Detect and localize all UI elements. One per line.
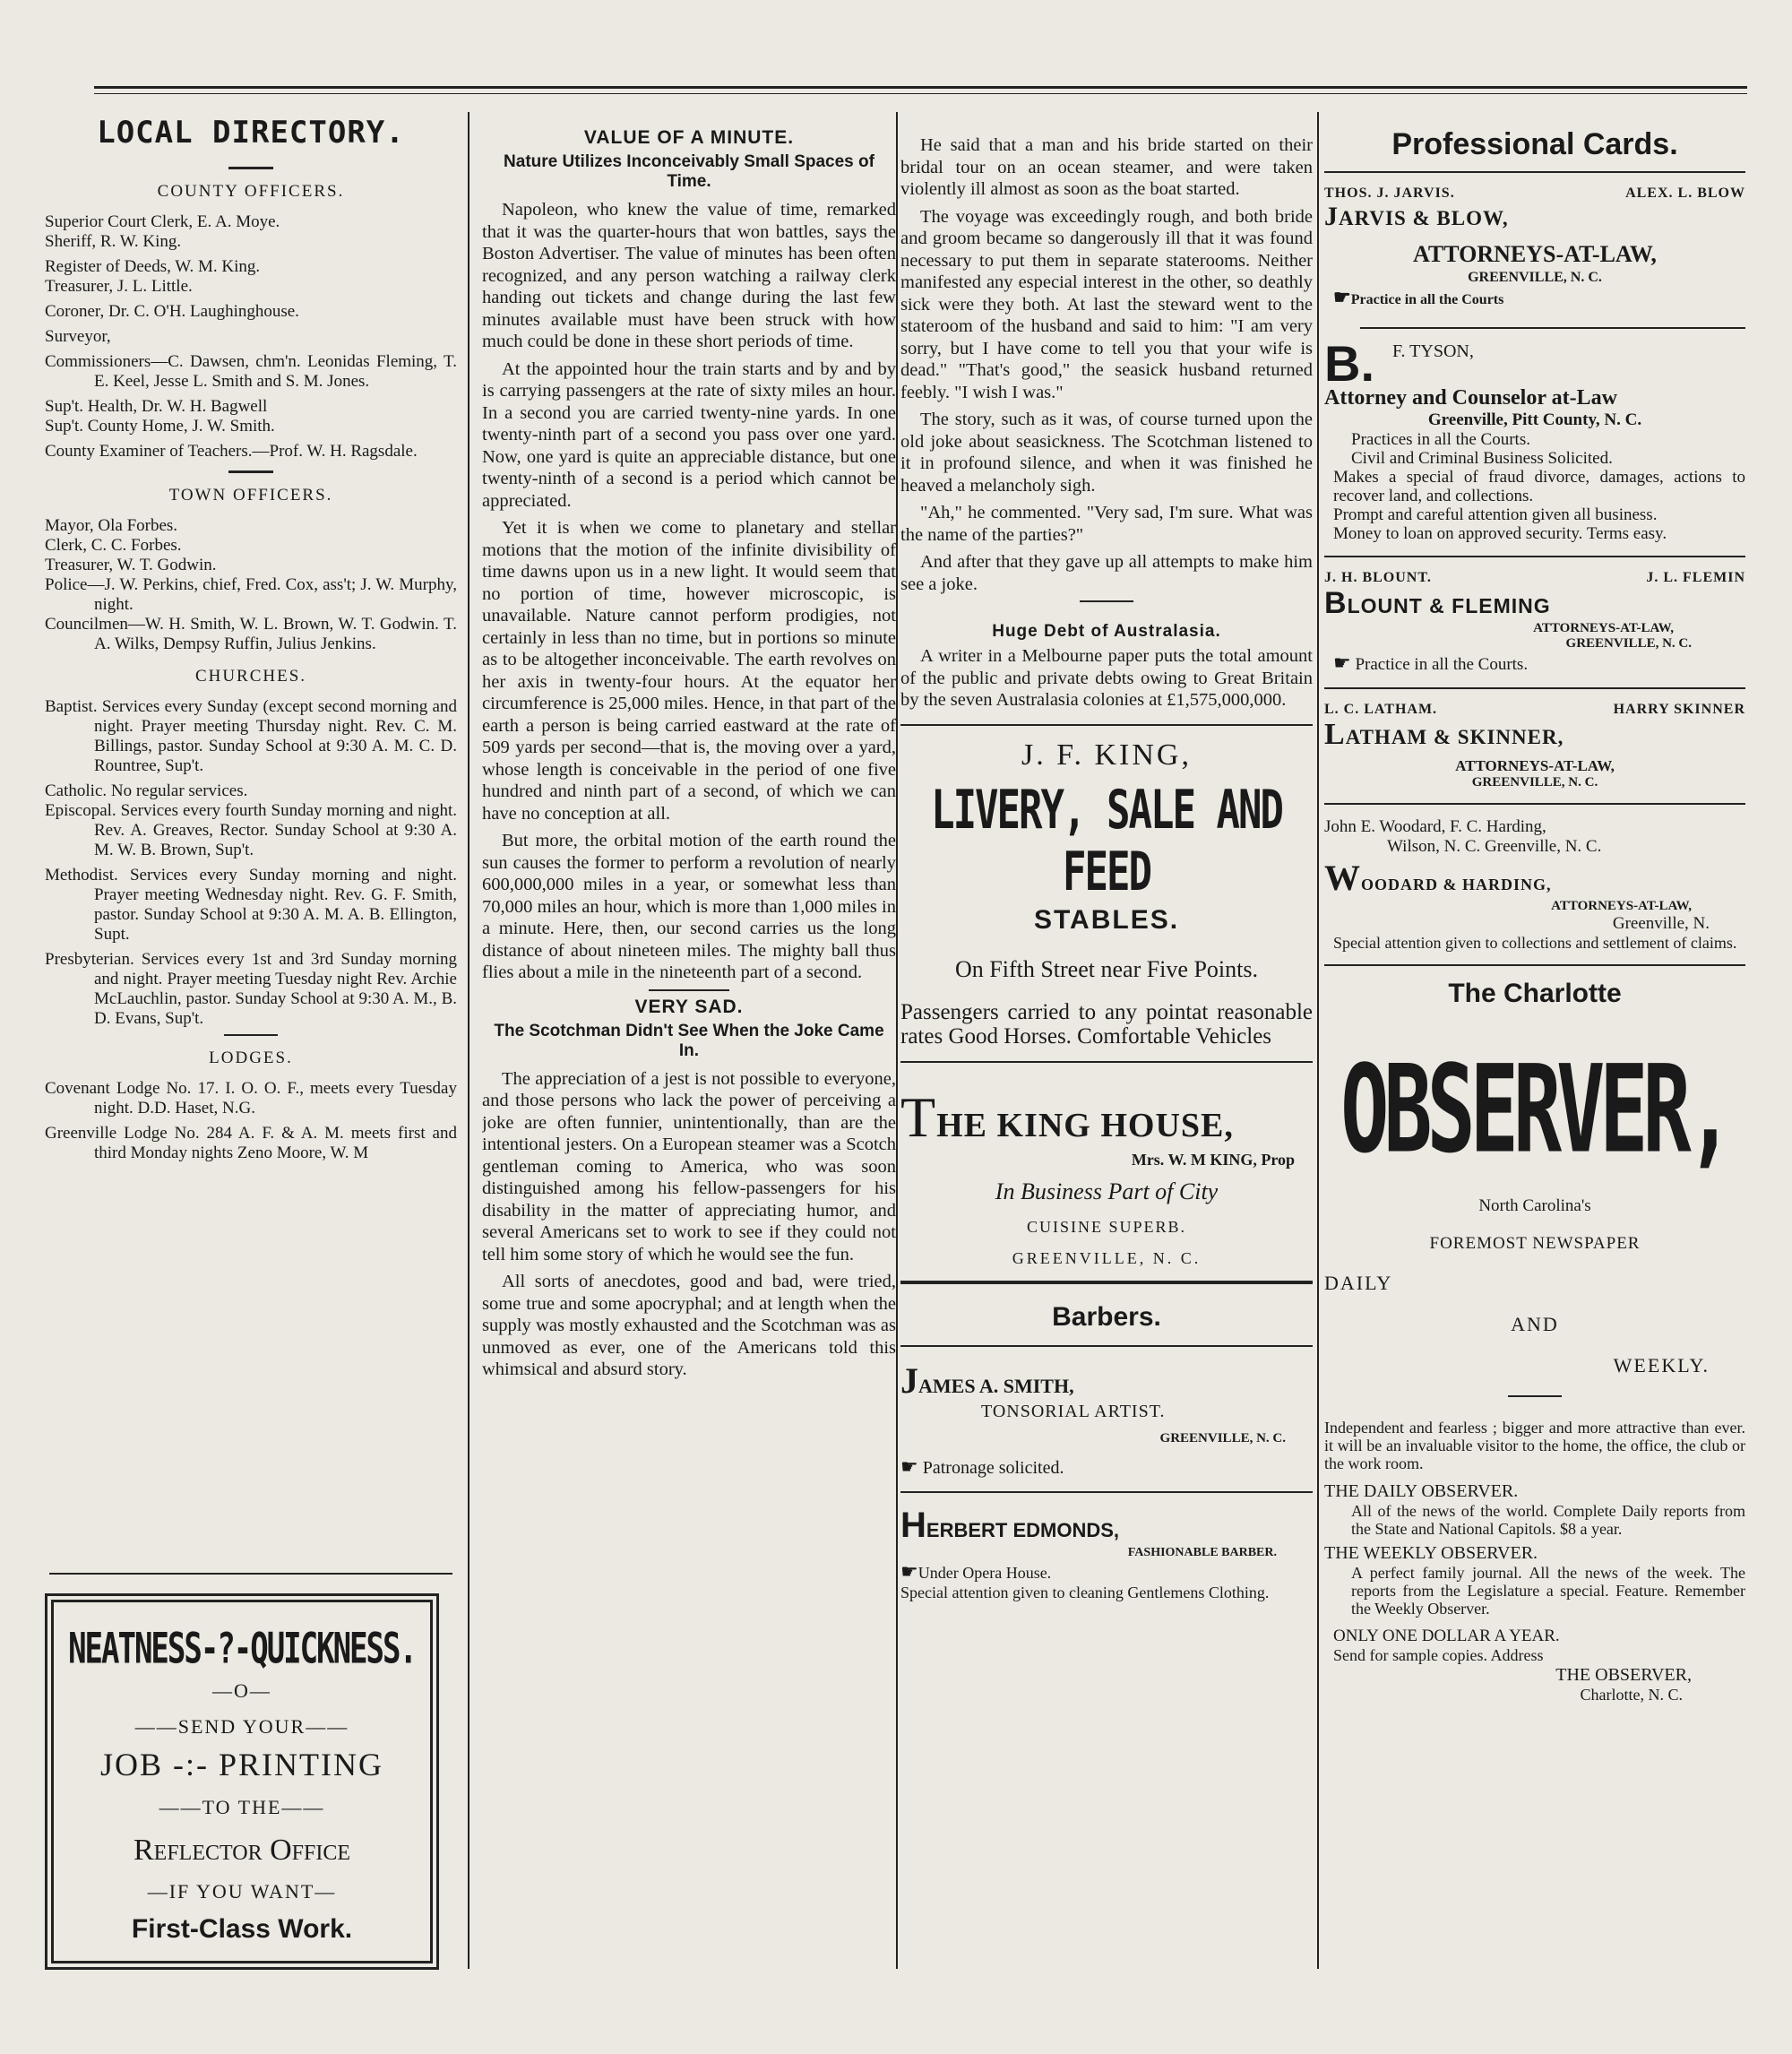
article-paragraph: The voyage was exceedingly rough, and both bride and groom became so dangerously ill that it was found necessary to put them in separate staterooms. Neither manifested any especial interest in the other, so deathly sick were they both. At last the steward went to the stateroom of the husband and said to him: "I am very sorry, but I have come to tell you that your wife is dead." "That's good," the seasick husband returned feebly. "I wish I was." xyxy=(900,206,1313,402)
directory-entry: Clerk, C. C. Forbes. xyxy=(45,536,182,555)
article-paragraph: And after that they gave up all attempts to make him see a joke. xyxy=(900,552,1313,594)
article-paragraph: The appreciation of a jest is not possible to everyone, and those persons who lack the power of perceiving a joke are often funnier, unintentionally, than are the intentional jesters. On a European steamer was a Scotch gentleman coming to America, who was soon distinguished among his fellow-passengers for his disability in the matter of appreciating humor, and several Americans set to work to see if they could not tell him some story of which he would see the fun. xyxy=(482,1068,896,1264)
top-rule xyxy=(94,86,1747,89)
divider xyxy=(900,1281,1313,1284)
firm-practice: Practice in all the Courts xyxy=(1350,292,1504,307)
church-entry: Methodist. Services every Sunday morning and night. Prayer meeting Wednesday night. Rev. G. F. Smith, pastor. Sunday School at 9:30 A. M. A. B. Ellington, Supt. xyxy=(45,866,457,944)
county-officers-heading: COUNTY OFFICERS. xyxy=(157,182,345,201)
observer-sample: Send for sample copies. Address xyxy=(1333,1646,1544,1664)
observer-foremost: FOREMOST NEWSPAPER xyxy=(1429,1234,1641,1253)
king-ad-stables: STABLES. xyxy=(1033,904,1180,935)
firm-title: ATTORNEYS-AT-LAW, xyxy=(1413,241,1657,267)
firm-title: ATTORNEYS-AT-LAW, xyxy=(1533,621,1674,635)
firm-note: Special attention given to collections and settlement of claims. xyxy=(1333,934,1737,952)
firm-title: ATTORNEYS-AT-LAW, xyxy=(1455,757,1615,774)
pointing-hand-icon: ☛ xyxy=(900,1559,918,1583)
article-paragraph: The story, such as it was, of course turned upon the old joke about seasickness. The Scotchman listened to it in profound silence, and when it was finished he heaved a melancholy sigh. xyxy=(900,410,1313,496)
initial-letter: B xyxy=(1324,586,1348,620)
lodges-heading: LODGES. xyxy=(209,1049,293,1067)
pointing-hand-icon: ☛ xyxy=(1333,652,1351,674)
directory-entry: Commissioners—C. Dawsen, chm'n. Leonidas Fleming, T. E. Keel, Jesse L. Smith and S. M. Jones. xyxy=(45,352,457,391)
partner-name: ALEX. L. BLOW xyxy=(1625,186,1745,201)
divider xyxy=(228,470,273,473)
divider xyxy=(649,989,729,991)
barber-note: Special attention given to cleaning Gentlemens Clothing. xyxy=(900,1583,1270,1601)
king-house-title xyxy=(900,1084,1313,1151)
divider xyxy=(224,1034,278,1036)
lodge-entry: Greenville Lodge No. 284 A. F. & A. M. meets first and third Monday nights Zeno Moore, W. M xyxy=(45,1124,457,1162)
barbers-heading: Barbers. xyxy=(1052,1301,1161,1332)
article-column-3 xyxy=(900,134,1313,1973)
article-paragraph: At the appointed hour the train starts and by and by is carrying passengers at the rate of sixty miles an hour. In a second you are carried twenty-nine yards. In one twenty-ninth part of a second you pass over one yard. Now, one yard is quite an appreciable distance, but one twenty-ninth of a second is a period which cannot be appreciated. xyxy=(482,358,896,511)
directory-entry: Sup't. Health, Dr. W. H. Bagwell xyxy=(45,397,268,416)
king-ad-location: On Fifth Street near Five Points. xyxy=(955,955,1258,982)
divider xyxy=(1080,600,1133,602)
firm-name: LOUNT & FLEMING xyxy=(1347,594,1551,617)
king-ad-name: J. F. KING, xyxy=(1021,738,1192,772)
article-paragraph: A writer in a Melbourne paper puts the total amount of the public and private debts owing to Great Britain by the seven Australasia colonies at £1,575,000,000. xyxy=(900,646,1313,710)
local-directory xyxy=(45,106,457,1579)
divider xyxy=(1324,556,1745,557)
article-column-2 xyxy=(482,106,896,1973)
lawyer-city: Greenville, Pitt County, N. C. xyxy=(1427,410,1642,429)
ad-text: —IF YOU WANT— xyxy=(147,1880,337,1903)
lodge-entry: Covenant Lodge No. 17. I. O. O. F., meets every Tuesday night. D.D. Haset, N.G. xyxy=(45,1079,457,1118)
king-house-prop: Mrs. W. M KING, Prop xyxy=(1131,1150,1295,1169)
divider xyxy=(1324,964,1745,966)
article-paragraph: Yet it is when we come to planetary and stellar motions that the motion of the infinite divisibility of time dawns upon us in a new light. It would seem that no portion of time, however microscopic, is unavailable. Nature cannot perform prodigies, not certainly in less than no time, but in portions so minute as to be altogether inconceivable. The earth revolves on her axis in twenty-four hours. At the equator her circumference is 25,000 miles. Hence, in that part of the earth a person is being carried eastward at the rate of 509 yards per second—that is, the moving over a yard, whose length is conceivable in the period of one five hundred and ninth part of a second, of which we can have no conception at all. xyxy=(482,518,896,824)
partner-name: J. L. FLEMIN xyxy=(1646,570,1745,585)
printing-advertisement xyxy=(45,1593,439,1970)
partner-line: Wilson, N. C. Greenville, N. C. xyxy=(1387,837,1602,856)
card-line: Practices in all the Courts. xyxy=(1351,430,1530,449)
divider xyxy=(1324,171,1745,173)
barber-name: ERBERT EDMONDS, xyxy=(926,1518,1120,1541)
directory-entry: Coroner, Dr. C. O'H. Laughinghouse. xyxy=(45,302,299,321)
article-paragraph: Napoleon, who knew the value of time, remarked that it was the quarter-hours that won battles, says the Boston Advertiser. The value of minutes has been often recognized, and any person watching a railway clerk handing out tickets and change during the last few minutes available must have been struck with how much could be done in these short periods of time. xyxy=(482,200,896,351)
divider xyxy=(1324,803,1745,805)
firm-name: ATHAM & SKINNER, xyxy=(1345,726,1564,748)
firm-city: GREENVILLE, N. C. xyxy=(1471,775,1598,790)
barber-location: Under Opera House. xyxy=(918,1563,1052,1582)
lawyer-name: F. TYSON, xyxy=(1392,341,1474,361)
article-title: Huge Debt of Australasia. xyxy=(992,622,1221,641)
observer-daily: DAILY xyxy=(1324,1272,1393,1294)
initial-letter: H xyxy=(900,1505,926,1545)
divider xyxy=(900,1491,1313,1493)
partner-line: John E. Woodard, F. C. Harding, xyxy=(1324,817,1546,836)
observer-address: THE OBSERVER, xyxy=(1555,1665,1692,1685)
article-paragraph: But more, the orbital motion of the earth round the sun causes the former to perform a revolution of nearly 600,000,000 miles in a year, or somewhat less than 70,000 miles an hour, which is more than 1,000 miles in a minute. Here, then, our second carries us the long distance of about nineteen miles. The mighty ball thus flies about a mile in the nineteenth part of a second. xyxy=(482,831,896,982)
card-line: Money to loan on approved security. Terms easy. xyxy=(1333,524,1667,543)
article-title: VALUE OF A MINUTE. xyxy=(583,127,795,148)
divider xyxy=(228,167,273,169)
churches-heading: CHURCHES. xyxy=(194,667,307,686)
card-line: Makes a special of fraud divorce, damages, actions to recover land, and collections. xyxy=(1333,468,1745,505)
divider xyxy=(900,1061,1313,1063)
observer-and: AND xyxy=(1511,1313,1559,1335)
card-jarvis-blow xyxy=(1324,186,1745,309)
pointing-hand-icon: ☛ xyxy=(900,1454,918,1478)
article-subtitle: The Scotchman Didn't See When the Joke Came In. xyxy=(494,1021,884,1060)
card-woodard-harding xyxy=(1324,817,1745,952)
king-house-cuisine: CUISINE SUPERB. xyxy=(1026,1217,1187,1236)
card-blount-fleming xyxy=(1324,570,1745,675)
top-rule-thin xyxy=(94,93,1747,94)
observer-daily-text: All of the news of the world. Complete Daily reports from the State and National Capitols. $8 a year. xyxy=(1351,1502,1745,1538)
firm-name: ARVIS & BLOW, xyxy=(1339,207,1509,229)
initial-letter: T xyxy=(900,1084,937,1149)
directory-entry: Treasurer, W. T. Godwin. xyxy=(45,556,217,574)
observer-name: OBSERVER, xyxy=(1340,1040,1729,1181)
card-latham-skinner xyxy=(1324,702,1745,790)
partner-name: L. C. LATHAM. xyxy=(1324,702,1438,717)
barber-smith xyxy=(900,1359,1313,1479)
observer-nc: North Carolina's xyxy=(1478,1196,1591,1215)
king-house-name: HE KING HOUSE, xyxy=(936,1106,1234,1144)
observer-weekly-text: A perfect family journal. All the news of the week. The reports from the Legislature a special. Feature. Remember the Weekly Observer. xyxy=(1351,1564,1745,1618)
initial-letter: J xyxy=(1324,202,1339,231)
directory-title: LOCAL DIRECTORY. xyxy=(97,115,405,151)
directory-entry: Register of Deeds, W. M. King. xyxy=(45,257,261,276)
barber-note: Patronage solicited. xyxy=(922,1457,1064,1478)
firm-name: OODARD & HARDING, xyxy=(1361,876,1552,893)
barber-city: GREENVILLE, N. C. xyxy=(1159,1430,1286,1446)
observer-weekly: WEEKLY. xyxy=(1613,1354,1710,1377)
initial-letter: J xyxy=(900,1359,918,1401)
card-tyson xyxy=(1324,335,1745,543)
observer-address-city: Charlotte, N. C. xyxy=(1580,1686,1683,1704)
partner-name: J. H. BLOUNT. xyxy=(1324,570,1432,585)
town-officers-heading: TOWN OFFICERS. xyxy=(168,486,333,505)
observer-the-charlotte: The Charlotte xyxy=(1448,979,1622,1008)
firm-city: Greenville, N. xyxy=(1612,914,1710,933)
observer-price: ONLY ONE DOLLAR A YEAR. xyxy=(1333,1627,1560,1645)
lawyer-title: Attorney and Counselor at-Law xyxy=(1324,386,1617,410)
observer-daily-heading: THE DAILY OBSERVER. xyxy=(1324,1481,1519,1501)
divider xyxy=(900,724,1313,726)
church-entry: Presbyterian. Services every 1st and 3rd Sunday morning and night. Prayer meeting Tuesday night Rev. Archie McLauchlin, pastor. Sunday School at 9:30 A. M., B. D. Evans, Sup't. xyxy=(45,950,457,1028)
article-paragraph: "Ah," he commented. "Very sad, I'm sure. What was the name of the parties?" xyxy=(900,503,1313,545)
ad-ornament: —O— xyxy=(212,1679,271,1702)
directory-entry: Treasurer, J. L. Little. xyxy=(45,277,193,296)
column-divider xyxy=(1317,112,1319,1969)
directory-entry: Sup't. County Home, J. W. Smith. xyxy=(45,417,275,436)
firm-city: GREENVILLE, N. C. xyxy=(1565,636,1692,651)
divider xyxy=(1324,687,1745,689)
firm-title: ATTORNEYS-AT-LAW, xyxy=(1551,899,1692,913)
observer-description: Independent and fearless ; bigger and more attractive than ever. it will be an invaluable visitor to the home, the office, the club or the work room. xyxy=(1324,1419,1745,1472)
article-paragraph: He said that a man and his bride started on their bridal tour on an ocean steamer, and were taken violently ill almost as soon as the boat started. xyxy=(900,135,1313,199)
king-house-city: GREENVILLE, N. C. xyxy=(1012,1248,1202,1267)
card-line: Prompt and careful attention given all business. xyxy=(1333,505,1658,524)
observer-weekly-heading: THE WEEKLY OBSERVER. xyxy=(1324,1543,1538,1563)
barber-title: FASHIONABLE BARBER. xyxy=(1127,1545,1277,1559)
card-line: Civil and Criminal Business Solicited. xyxy=(1351,449,1613,468)
directory-entry: County Examiner of Teachers.—Prof. W. H. Ragsdale. xyxy=(45,442,418,461)
directory-entry: Surveyor, xyxy=(45,327,111,346)
church-entry: Baptist. Services every Sunday (except second morning and night. Prayer meeting Thursday night. Rev. C. M. Billings, pastor. Sunday School at 9:30 A. M. C. D. Rountree, Sup't. xyxy=(45,697,457,775)
divider xyxy=(1508,1395,1562,1397)
ad-headline: NEATNESS-?-QUICKNESS. xyxy=(68,1624,416,1674)
king-ad-livery: LIVERY, SALE AND FEED xyxy=(931,779,1282,903)
article-paragraph: All sorts of anecdotes, good and bad, were tried, some true and some apocryphal; and at length when the supply was mostly exhausted and the Scotchman was as unmoved as ever, one of the Americans told this whimsical and absurd story. xyxy=(482,1272,896,1379)
column-divider xyxy=(468,112,470,1969)
directory-entry: Mayor, Ola Forbes. xyxy=(45,516,178,535)
ad-text: JOB -:- PRINTING xyxy=(100,1747,383,1782)
divider xyxy=(1360,327,1745,329)
professional-cards-title: Professional Cards. xyxy=(1391,127,1678,161)
pointing-hand-icon: ☛ xyxy=(1333,286,1351,308)
professional-cards-column xyxy=(1324,106,1745,1973)
partner-name: HARRY SKINNER xyxy=(1613,702,1745,717)
directory-entry: Councilmen—W. H. Smith, W. L. Brown, W. T. Godwin. T. A. Wilks, Dempsy Ruffin, Julius Jenkins. xyxy=(45,615,457,653)
king-house-business: In Business Part of City xyxy=(995,1178,1219,1204)
ad-text: ——SEND YOUR—— xyxy=(134,1715,349,1738)
initial-letter: W xyxy=(1324,858,1361,898)
directory-entry: Sheriff, R. W. King. xyxy=(45,232,182,251)
article-title: VERY SAD. xyxy=(634,996,744,1017)
divider xyxy=(49,1573,452,1575)
directory-entry: Superior Court Clerk, E. A. Moye. xyxy=(45,212,280,231)
directory-entry: Police—J. W. Perkins, chief, Fred. Cox, ass't; J. W. Murphy, night. xyxy=(45,575,457,614)
barber-name: AMES A. SMITH, xyxy=(918,1374,1074,1397)
ad-text: First-Class Work. xyxy=(131,1914,353,1944)
observer-advertisement xyxy=(1324,979,1745,1704)
ad-text: Reflector Office xyxy=(134,1834,350,1867)
initial-letter: L xyxy=(1324,718,1346,751)
ad-text: ——TO THE—— xyxy=(159,1796,325,1818)
church-entry: Episcopal. Services every fourth Sunday morning and night. Rev. A. Greaves, Rector. Sunday School at 9:30 A. M. W. B. Brown, Sup't. xyxy=(45,801,457,859)
initial-letter: B. xyxy=(1324,335,1374,392)
barber-title: TONSORIAL ARTIST. xyxy=(981,1401,1166,1421)
partner-name: THOS. J. JARVIS. xyxy=(1324,186,1455,201)
divider xyxy=(900,1345,1313,1347)
king-ad-text: Passengers carried to any pointat reasonable rates Good Horses. Comfortable Vehicles xyxy=(900,999,1313,1049)
column-divider xyxy=(896,112,898,1969)
barber-edmonds xyxy=(900,1506,1313,1601)
church-entry: Catholic. No regular services. xyxy=(45,781,248,800)
firm-city: GREENVILLE, N. C. xyxy=(1468,270,1602,285)
article-subtitle: Nature Utilizes Inconceivably Small Spaces of Time. xyxy=(504,152,874,191)
firm-practice: Practice in all the Courts. xyxy=(1355,655,1529,674)
